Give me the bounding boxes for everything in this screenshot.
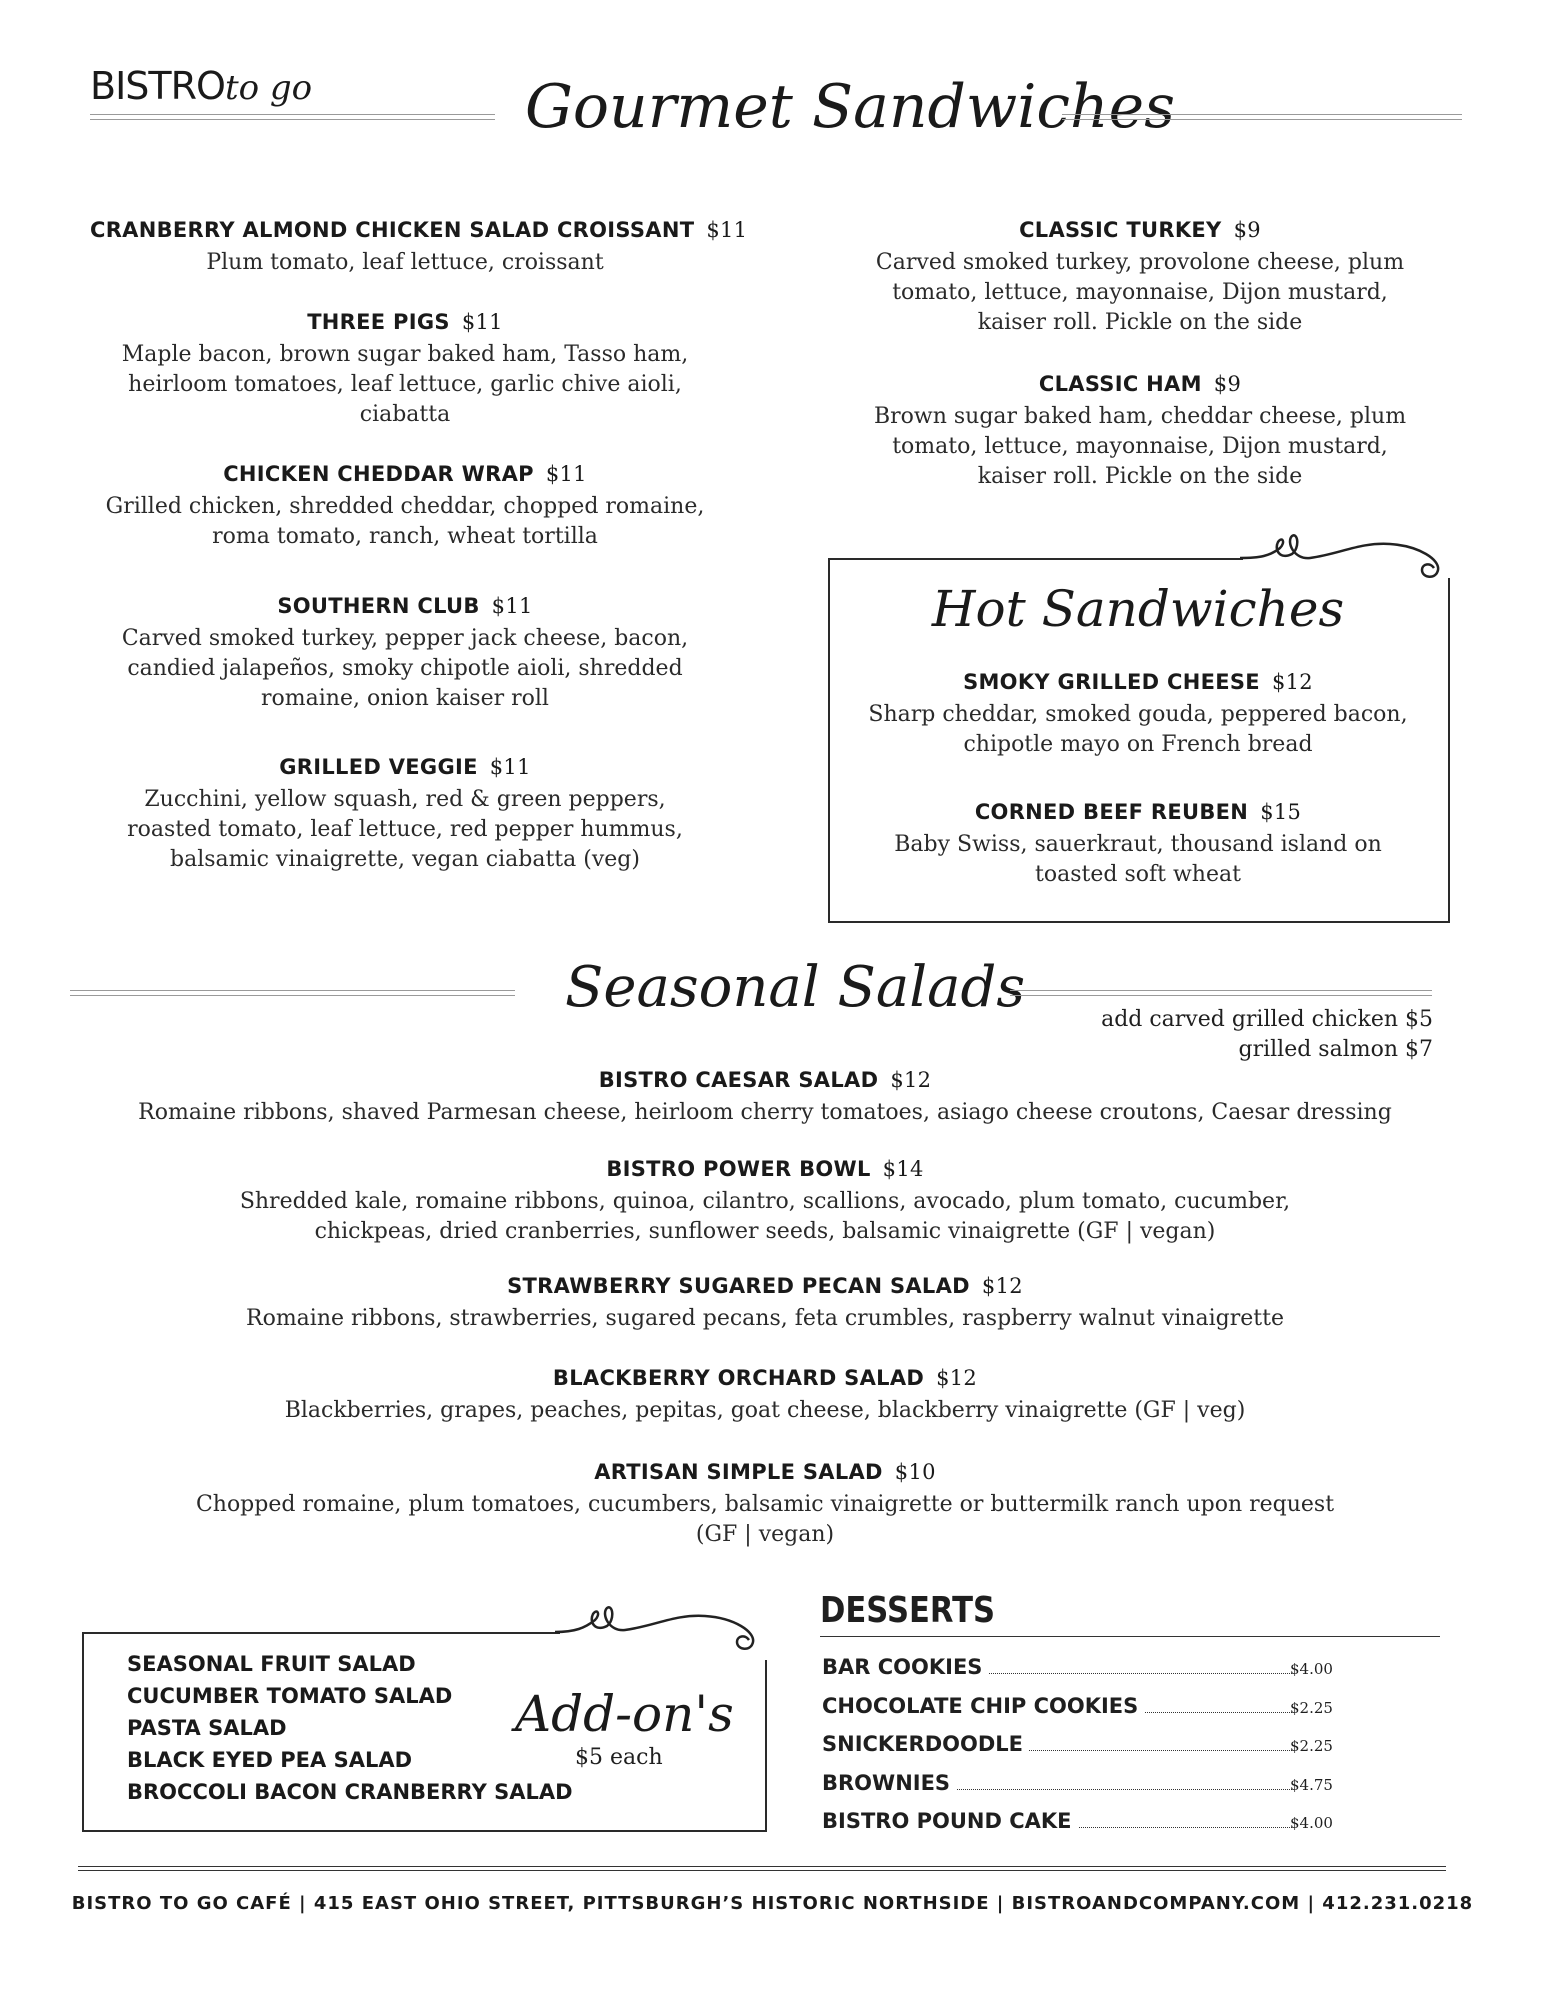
desserts-rule (820, 1636, 1440, 1637)
menu-item-description (70, 1396, 1460, 1426)
dessert-name: CHOCOLATE CHIP COOKIES (822, 1694, 1144, 1718)
addons-box-right-line (765, 1660, 767, 1832)
menu-item-heading (90, 462, 720, 486)
menu-item-description (840, 402, 1440, 492)
menu-item-heading (90, 310, 720, 334)
addons-box-bottom-line (82, 1830, 767, 1832)
menu-item-description (70, 1098, 1460, 1128)
menu-item-description (90, 492, 720, 552)
description-line: Shredded kale, romaine ribbons, quinoa, cilantro, scallions, avocado, plum tomato, cucumber, (239, 1189, 1291, 1214)
header-rule-right (1062, 114, 1462, 120)
menu-item (90, 594, 720, 714)
menu-item-name: CHICKEN CHEDDAR WRAP (223, 462, 534, 486)
menu-item-description (90, 624, 720, 714)
description-line: Blackberries, grapes, peaches, pepitas, goat cheese, blackberry vinaigrette (GF | veg) (284, 1398, 1246, 1423)
menu-item-price: $14 (882, 1157, 924, 1181)
menu-item-price: $9 (1213, 372, 1242, 396)
description-line: Chopped romaine, plum tomatoes, cucumbers, balsamic vinaigrette or buttermilk ranch upon request (195, 1492, 1335, 1517)
menu-item-price: $10 (894, 1460, 936, 1484)
addon-item: CUCUMBER TOMATO SALAD (127, 1684, 453, 1708)
menu-item-heading (90, 755, 720, 779)
salads-rule-right (1010, 990, 1432, 996)
footer-info: BISTRO TO GO CAFÉ | 415 EAST OHIO STREET, PITTSBURGH’S HISTORIC NORTHSIDE | BISTROANDCOMPANY.COM | 412.231.0218 (71, 1893, 1474, 1914)
description-line: Maple bacon, brown sugar baked ham, Tasso ham, (121, 342, 689, 367)
addon-item: PASTA SALAD (127, 1716, 287, 1740)
dessert-row (822, 1655, 1342, 1693)
menu-item-name: STRAWBERRY SUGARED PECAN SALAD (507, 1274, 970, 1298)
menu-item-price: $9 (1233, 218, 1261, 242)
salads-title: Seasonal Salads (565, 955, 1026, 1020)
addons-subtitle: $5 each (575, 1745, 663, 1770)
menu-item-price: $12 (890, 1068, 932, 1092)
description-line: tomato, lettuce, mayonnaise, Dijon mustard, (892, 280, 1388, 305)
menu-item-heading (840, 372, 1440, 396)
menu-item-price: $11 (489, 755, 531, 779)
menu-item (90, 755, 720, 875)
footer-rule (78, 1866, 1446, 1871)
dessert-name: BROWNIES (822, 1771, 956, 1795)
addon-salmon-note: grilled salmon $7 (1238, 1037, 1433, 1062)
menu-item-name: BISTRO CAESAR SALAD (598, 1068, 879, 1092)
dessert-row (822, 1694, 1342, 1732)
description-line: Carved smoked turkey, provolone cheese, plum (875, 250, 1405, 275)
description-line: toasted soft wheat (1035, 862, 1241, 887)
dessert-row (822, 1771, 1342, 1809)
menu-item-name: BISTRO POWER BOWL (606, 1157, 871, 1181)
hot-title: Hot Sandwiches (931, 580, 1345, 638)
menu-item-price: $11 (491, 594, 533, 618)
description-line: kaiser roll. Pickle on the side (977, 464, 1303, 489)
header-rule-left (90, 114, 495, 120)
menu-item-heading (70, 1274, 1460, 1298)
menu-item (90, 218, 748, 278)
menu-item-price: $11 (545, 462, 587, 486)
menu-item-description (90, 785, 720, 875)
menu-item (840, 670, 1436, 760)
menu-item-description (70, 1187, 1460, 1247)
menu-item-description (90, 248, 720, 278)
dessert-list (822, 1655, 1342, 1855)
menu-item-heading (70, 1460, 1460, 1484)
description-line: Baby Swiss, sauerkraut, thousand island on (894, 832, 1382, 857)
addon-item: SEASONAL FRUIT SALAD (127, 1652, 416, 1676)
dessert-price: $4.75 (1290, 1775, 1333, 1794)
menu-item-heading (90, 594, 720, 618)
menu-item (840, 372, 1440, 492)
description-line: Grilled chicken, shredded cheddar, chopped romaine, (105, 494, 705, 519)
gourmet-title: Gourmet Sandwiches (525, 72, 1175, 142)
menu-item-name: ARTISAN SIMPLE SALAD (594, 1460, 883, 1484)
description-line: romaine, onion kaiser roll (261, 686, 549, 711)
menu-item-heading (90, 218, 748, 242)
description-line: ciabatta (359, 402, 451, 427)
menu-item (70, 1366, 1460, 1426)
dessert-name: BISTRO POUND CAKE (822, 1809, 1078, 1833)
menu-item-name: SMOKY GRILLED CHEESE (963, 670, 1260, 694)
menu-item-name: BLACKBERRY ORCHARD SALAD (552, 1366, 925, 1390)
addons-box-top-line (82, 1632, 560, 1634)
dessert-row (822, 1732, 1342, 1770)
menu-item-name: CORNED BEEF REUBEN (974, 800, 1249, 824)
menu-item (70, 1460, 1460, 1550)
description-line: kaiser roll. Pickle on the side (977, 310, 1303, 335)
menu-item-description (70, 1304, 1460, 1334)
dessert-price: $4.00 (1290, 1814, 1333, 1832)
hot-box-top-line (828, 558, 1243, 560)
menu-item (840, 218, 1440, 338)
description-line: tomato, lettuce, mayonnaise, Dijon mustard, (892, 434, 1388, 459)
menu-item-description (70, 1490, 1460, 1550)
dessert-price: $2.25 (1290, 1737, 1333, 1755)
dessert-name: BAR COOKIES (822, 1655, 988, 1679)
salads-rule-left (70, 990, 515, 996)
menu-item-name: GRILLED VEGGIE (279, 755, 478, 779)
description-line: Zucchini, yellow squash, red & green peppers, (144, 787, 666, 812)
menu-item (840, 800, 1436, 890)
addon-item: BLACK EYED PEA SALAD (127, 1748, 413, 1772)
menu-item-name: CLASSIC TURKEY (1019, 218, 1222, 242)
addon-item: BROCCOLI BACON CRANBERRY SALAD (127, 1780, 573, 1804)
logo (90, 64, 312, 108)
hot-box-right-line (1448, 578, 1450, 923)
logo-script: to go (224, 68, 313, 108)
addon-chicken-note: add carved grilled chicken $5 (1101, 1007, 1433, 1032)
menu-item-description (840, 700, 1436, 760)
menu-item-description (840, 830, 1436, 890)
description-line: heirloom tomatoes, leaf lettuce, garlic chive aioli, (128, 372, 682, 397)
description-line: chipotle mayo on French bread (963, 732, 1313, 757)
menu-item-price: $11 (706, 218, 748, 242)
menu-item-heading (840, 218, 1440, 242)
description-line: chickpeas, dried cranberries, sunflower seeds, balsamic vinaigrette (GF | vegan) (314, 1219, 1216, 1244)
menu-item-description (90, 340, 720, 430)
menu-item-heading (840, 800, 1436, 824)
description-line: roasted tomato, leaf lettuce, red pepper hummus, (127, 817, 683, 842)
swirl-ornament-icon (555, 1592, 770, 1662)
menu-item (70, 1068, 1460, 1128)
menu-item-price: $12 (981, 1274, 1023, 1298)
menu-item (90, 462, 720, 552)
description-line: Plum tomato, leaf lettuce, croissant (206, 250, 604, 275)
description-line: (GF | vegan) (695, 1522, 835, 1547)
salad-addons-note (1101, 1005, 1433, 1065)
dessert-name: SNICKERDOODLE (822, 1732, 1029, 1756)
menu-item-description (840, 248, 1440, 338)
menu-item-price: $11 (461, 310, 503, 334)
menu-item-heading (70, 1157, 1460, 1181)
menu-item (70, 1274, 1460, 1334)
menu-item-price: $15 (1260, 800, 1302, 824)
description-line: balsamic vinaigrette, vegan ciabatta (veg) (170, 847, 640, 872)
menu-item-heading (840, 670, 1436, 694)
menu-item-name: SOUTHERN CLUB (277, 594, 480, 618)
menu-item (90, 310, 720, 430)
description-line: Romaine ribbons, strawberries, sugared pecans, feta crumbles, raspberry walnut vinaigrette (246, 1306, 1284, 1331)
desserts-title: DESSERTS (820, 1590, 996, 1631)
hot-box-bottom-line (828, 921, 1450, 923)
addons-box-left-line (82, 1632, 84, 1830)
menu-item-price: $12 (1271, 670, 1313, 694)
description-line: Brown sugar baked ham, cheddar cheese, plum (873, 404, 1407, 429)
menu-item-heading (70, 1068, 1460, 1092)
menu-item (70, 1157, 1460, 1247)
menu-item-name: CLASSIC HAM (1038, 372, 1202, 396)
menu-item-name: THREE PIGS (307, 310, 450, 334)
description-line: candied jalapeños, smoky chipotle aioli, shredded (127, 656, 683, 681)
logo-main: BISTRO (90, 64, 225, 108)
dessert-row (822, 1809, 1342, 1847)
dessert-price: $4.00 (1290, 1660, 1333, 1678)
addons-title: Add-on's (515, 1685, 734, 1743)
addons-list (127, 1648, 573, 1808)
dessert-price: $2.25 (1290, 1698, 1333, 1717)
description-line: roma tomato, ranch, wheat tortilla (212, 524, 598, 549)
description-line: Romaine ribbons, shaved Parmesan cheese, heirloom cherry tomatoes, asiago cheese croutons, Caesar dressing (138, 1100, 1392, 1125)
description-line: Carved smoked turkey, pepper jack cheese, bacon, (121, 626, 689, 651)
description-line: Sharp cheddar, smoked gouda, peppered bacon, (868, 702, 1408, 727)
menu-item-name: CRANBERRY ALMOND CHICKEN SALAD CROISSANT (90, 218, 695, 242)
menu-item-price: $12 (936, 1366, 978, 1390)
menu-item-heading (70, 1366, 1460, 1390)
